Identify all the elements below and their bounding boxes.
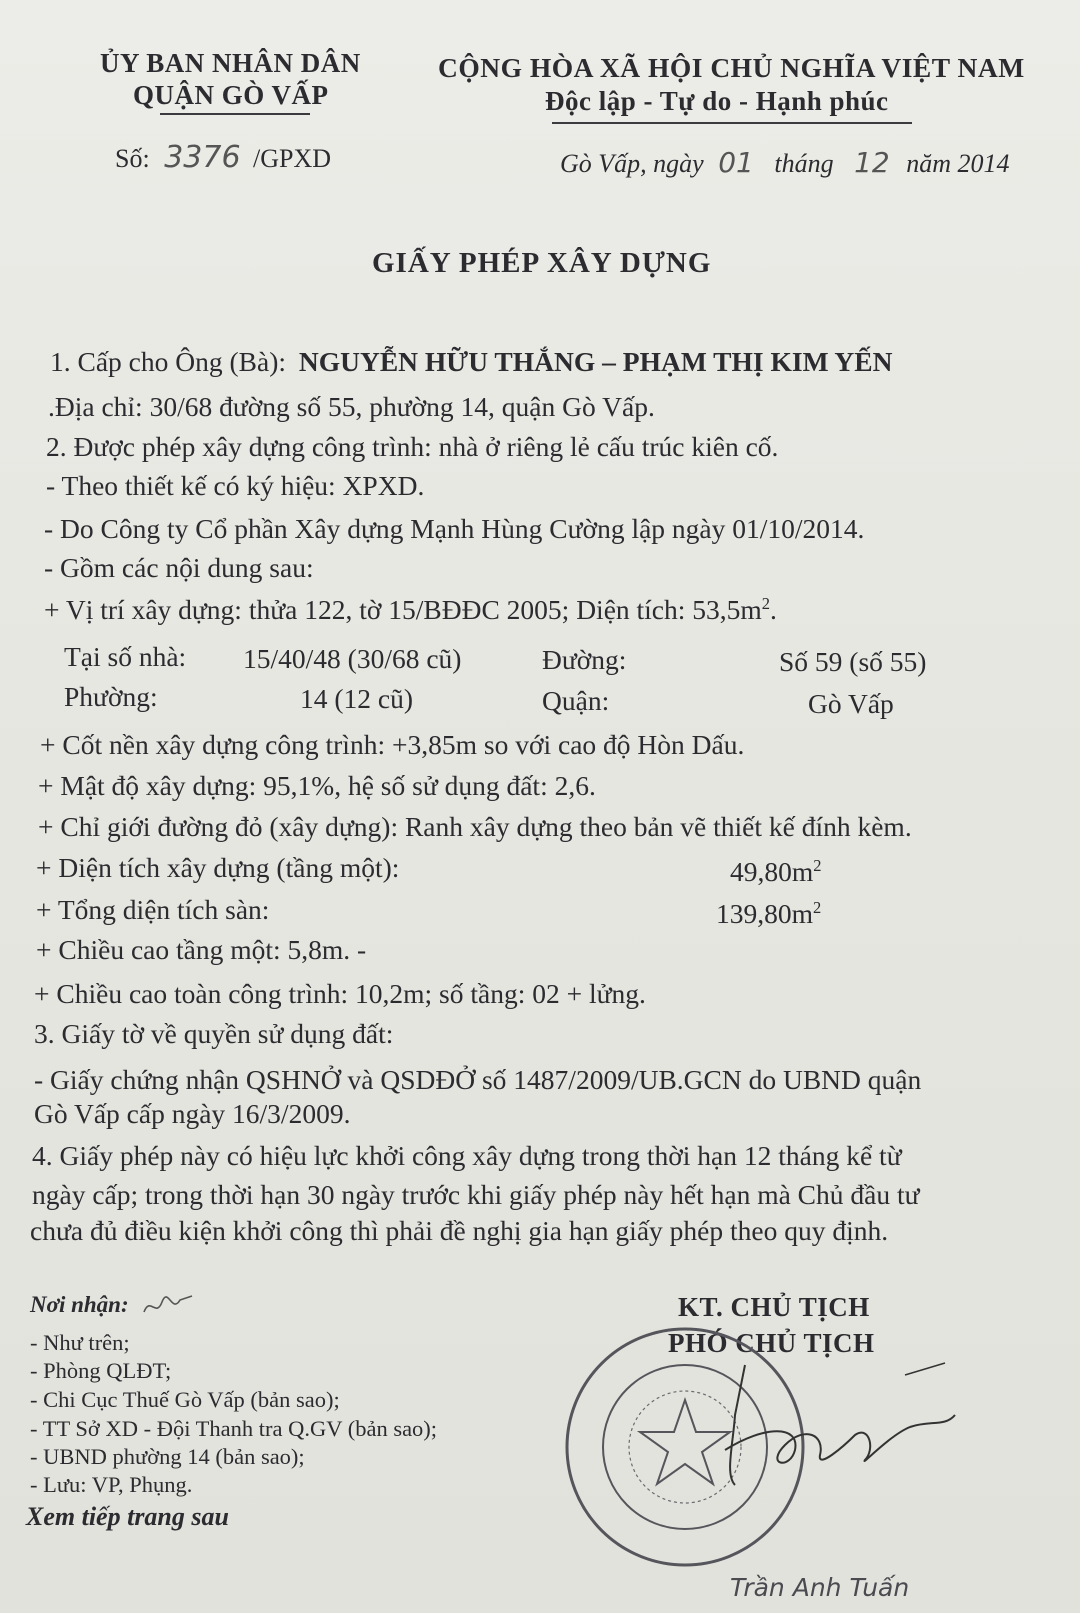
date-month: 12 bbox=[854, 146, 890, 179]
signer-name: Trần Anh Tuấn bbox=[730, 1573, 910, 1602]
location-end: . bbox=[770, 594, 777, 626]
recipient-item: - Chi Cục Thuế Gò Vấp (bản sao); bbox=[30, 1387, 340, 1412]
recipient-item: - Lưu: VP, Phụng. bbox=[30, 1472, 193, 1497]
recipient-item: - UBND phường 14 (bản sao); bbox=[30, 1444, 305, 1469]
ground-floor-area-sup: 2 bbox=[813, 856, 822, 875]
section3-heading: 3. Giấy tờ về quyền sử dụng đất: bbox=[34, 1018, 394, 1049]
ground-floor-area-value bbox=[730, 858, 822, 886]
total-floor-area-label: + Tổng diện tích sàn: bbox=[36, 894, 270, 925]
doc-number-suffix: /GPXD bbox=[253, 144, 332, 173]
section4-line2: ngày cấp; trong thời hạn 30 ngày trước khi giấy phép này hết hạn mà Chủ đầu tư bbox=[32, 1179, 920, 1210]
grantee-names: NGUYỄN HỮU THẮNG – PHẠM THỊ KIM YẾN bbox=[298, 346, 893, 377]
designer: - Do Công ty Cổ phần Xây dựng Mạnh Hùng Cường lập ngày 01/10/2014. bbox=[44, 513, 865, 544]
district-label: Quận: bbox=[542, 685, 610, 716]
motto-underline bbox=[552, 122, 912, 124]
issuer-line2: QUẬN GÒ VẤP bbox=[133, 80, 329, 110]
section4-line1: 4. Giấy phép này có hiệu lực khởi công xây dựng trong thời hạn 12 tháng kể từ bbox=[32, 1140, 902, 1171]
red-line-boundary: + Chỉ giới đường đỏ (xây dựng): Ranh xây dựng theo bản vẽ thiết kế đính kèm. bbox=[38, 811, 912, 842]
ground-floor-height: + Chiều cao tầng một: 5,8m. - bbox=[36, 934, 367, 965]
signature-title-line1: KT. CHỦ TỊCH bbox=[678, 1292, 870, 1322]
street-value: Số 59 (số 55) bbox=[779, 646, 927, 677]
recipient-item: - Phòng QLĐT; bbox=[30, 1358, 172, 1383]
date-day: 01 bbox=[718, 146, 754, 179]
district-value: Gò Vấp bbox=[808, 688, 894, 719]
recipient-item: - TT Sở XD - Đội Thanh tra Q.GV (bản sao); bbox=[30, 1416, 438, 1441]
signature-title-line2: PHÓ CHỦ TỊCH bbox=[668, 1328, 875, 1358]
initials-scribble bbox=[140, 1290, 200, 1320]
section4-line3: chưa đủ điều kiện khởi công thì phải đề nghị gia hạn giấy phép theo quy định. bbox=[30, 1215, 889, 1246]
ward-label: Phường: bbox=[64, 681, 158, 712]
ward-value: 14 (12 cũ) bbox=[300, 683, 414, 714]
building-density: + Mật độ xây dựng: 95,1%, hệ số sử dụng đất: 2,6. bbox=[38, 770, 596, 801]
total-floor-area-number: 139,80m bbox=[716, 898, 814, 930]
country-name: CỘNG HÒA XÃ HỘI CHỦ NGHĨA VIỆT NAM bbox=[438, 52, 1025, 83]
issuer-line1: ỦY BAN NHÂN DÂN bbox=[100, 48, 361, 78]
total-height: + Chiều cao toàn công trình: 10,2m; số tầng: 02 + lửng. bbox=[34, 978, 646, 1009]
document-title: GIẤY PHÉP XÂY DỰNG bbox=[372, 247, 712, 279]
recipients-heading: Nơi nhận: bbox=[30, 1292, 129, 1317]
doc-number-label: Số: bbox=[115, 144, 150, 173]
month-label: tháng bbox=[774, 149, 834, 178]
grantee-address: .Địa chỉ: 30/68 đường số 55, phường 14, quận Gò Vấp. bbox=[48, 391, 655, 422]
location-sup: 2 bbox=[761, 594, 771, 613]
place-date bbox=[560, 146, 1010, 179]
design-code: - Theo thiết kế có ký hiệu: XPXD. bbox=[46, 470, 425, 501]
section1-grantee bbox=[50, 348, 892, 376]
contents-intro: - Gồm các nội dung sau: bbox=[44, 552, 314, 583]
street-label: Đường: bbox=[542, 644, 627, 675]
see-next-page: Xem tiếp trang sau bbox=[26, 1502, 229, 1531]
section2-heading: 2. Được phép xây dựng công trình: nhà ở riêng lẻ cấu trúc kiên cố. bbox=[46, 431, 779, 462]
section3-line1: - Giấy chứng nhận QSHNỞ và QSDĐỞ số 1487/2009/UB.GCN do UBND quận bbox=[34, 1064, 922, 1095]
house-number-label: Tại số nhà: bbox=[64, 641, 187, 672]
handwritten-signature bbox=[705, 1355, 965, 1505]
doc-number-value: 3376 bbox=[164, 140, 241, 175]
location-line bbox=[44, 596, 777, 624]
motto: Độc lập - Tự do - Hạnh phúc bbox=[545, 86, 889, 116]
issuer-underline bbox=[160, 113, 310, 115]
total-floor-area-value bbox=[716, 900, 821, 928]
place-date-prefix: Gò Vấp, ngày bbox=[560, 149, 704, 178]
doc-number bbox=[115, 140, 331, 175]
year-label: năm 2014 bbox=[906, 149, 1010, 178]
ground-floor-area-number: 49,80m bbox=[730, 856, 814, 888]
house-number-value: 15/40/48 (30/68 cũ) bbox=[243, 643, 462, 674]
location-text: + Vị trí xây dựng: thửa 122, tờ 15/BĐĐC 2005; Diện tích: 53,5m bbox=[44, 594, 762, 626]
foundation-level: + Cốt nền xây dựng công trình: +3,85m so với cao độ Hòn Dấu. bbox=[40, 729, 745, 760]
recipient-item: - Như trên; bbox=[30, 1330, 130, 1355]
ground-floor-area-label: + Diện tích xây dựng (tầng một): bbox=[36, 852, 400, 883]
section3-line2: Gò Vấp cấp ngày 16/3/2009. bbox=[34, 1098, 351, 1129]
grantee-label: 1. Cấp cho Ông (Bà): bbox=[50, 346, 286, 377]
total-floor-area-sup: 2 bbox=[813, 898, 822, 917]
